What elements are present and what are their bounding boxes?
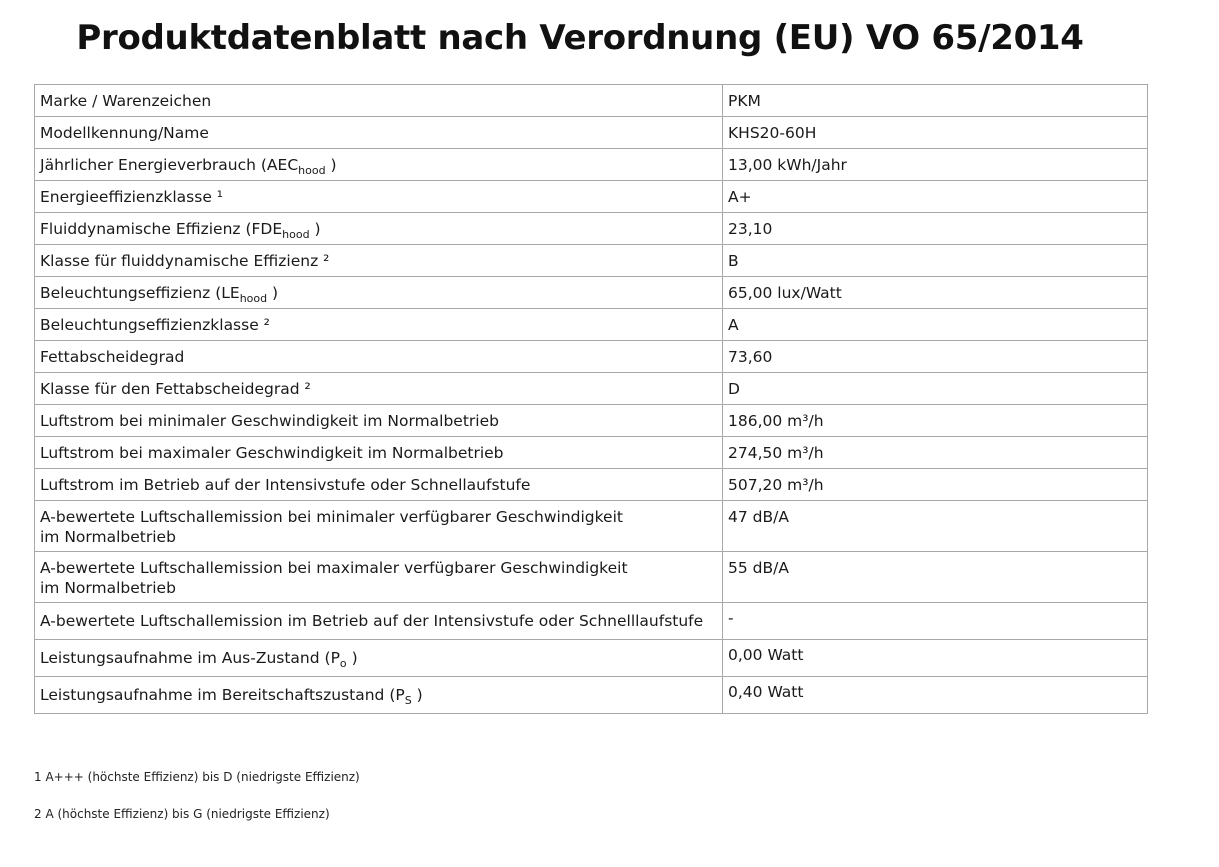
row-value-energy-class: A+: [723, 181, 1148, 213]
table-row: [35, 603, 1148, 640]
table-row: [35, 277, 1148, 309]
row-value-airflow-max: 274,50 m³/h: [723, 437, 1148, 469]
row-label-fde: [35, 213, 723, 245]
footnote-2: 2 A (höchste Effizienz) bis G (niedrigste Effizienz): [34, 807, 330, 821]
table-row: [35, 213, 1148, 245]
page-title: Produktdatenblatt nach Verordnung (EU) VO 65/2014: [76, 18, 1084, 58]
label-tail: ): [411, 686, 423, 704]
label-subscript: o: [339, 657, 347, 670]
label-tail: ): [346, 649, 358, 667]
table-row: [35, 677, 1148, 714]
table-row: [35, 373, 1148, 405]
row-value-fde: 23,10: [723, 213, 1148, 245]
table-row: [35, 181, 1148, 213]
row-value-noise-intensive: -: [723, 603, 1148, 640]
table-row: [35, 117, 1148, 149]
footnote-1: 1 A+++ (höchste Effizienz) bis D (niedrigste Effizienz): [34, 770, 360, 784]
row-label-energy-class: Energieeffizienzklasse ¹: [35, 181, 723, 213]
label-subscript: hood: [282, 227, 310, 241]
row-label-fde-class: Klasse für fluiddynamische Effizienz ²: [35, 245, 723, 277]
label-tail: ): [325, 155, 337, 174]
row-value-noise-min: 47 dB/A: [723, 501, 1148, 552]
table-row: [35, 341, 1148, 373]
row-label-noise-max: [35, 552, 723, 603]
label-line-1: A-bewertete Luftschallemission bei minimaler verfügbarer Geschwindigkeit: [40, 508, 623, 526]
table-row: [35, 405, 1148, 437]
table-row: [35, 149, 1148, 181]
row-value-brand: PKM: [723, 85, 1148, 117]
row-label-airflow-min: Luftstrom bei minimaler Geschwindigkeit im Normalbetrieb: [35, 405, 723, 437]
label-subscript: S: [404, 694, 412, 707]
label-subscript: hood: [298, 163, 326, 177]
row-value-noise-max: 55 dB/A: [723, 552, 1148, 603]
label-text: Fluiddynamische Effizienz (FDE: [40, 219, 283, 238]
row-label-model: Modellkennung/Name: [35, 117, 723, 149]
row-label-airflow-intensive: Luftstrom im Betrieb auf der Intensivstufe oder Schnellaufstufe: [35, 469, 723, 501]
row-value-aec: 13,00 kWh/Jahr: [723, 149, 1148, 181]
row-label-grease-class: Klasse für den Fettabscheidegrad ²: [35, 373, 723, 405]
label-text: Leistungsaufnahme im Bereitschaftszustand (P: [40, 686, 405, 704]
row-value-grease-class: D: [723, 373, 1148, 405]
row-value-grease: 73,60: [723, 341, 1148, 373]
row-value-power-standby: 0,40 Watt: [723, 677, 1148, 714]
table-row: [35, 501, 1148, 552]
row-label-grease: Fettabscheidegrad: [35, 341, 723, 373]
label-tail: ): [267, 283, 279, 302]
table-row: [35, 469, 1148, 501]
row-label-noise-intensive: A-bewertete Luftschallemission im Betrieb auf der Intensivstufe oder Schnelllaufstufe: [35, 603, 723, 640]
label-subscript: hood: [239, 291, 268, 305]
row-value-power-off: 0,00 Watt: [723, 640, 1148, 677]
label-line-2: im Normalbetrieb: [40, 579, 176, 597]
row-label-le: [35, 277, 723, 309]
label-line-2: im Normalbetrieb: [40, 528, 176, 546]
table-row: [35, 309, 1148, 341]
row-value-airflow-intensive: 507,20 m³/h: [723, 469, 1148, 501]
table-row: [35, 552, 1148, 603]
row-value-le-class: A: [723, 309, 1148, 341]
row-label-le-class: Beleuchtungseffizienzklasse ²: [35, 309, 723, 341]
label-text: Beleuchtungseffizienz (LE: [40, 283, 240, 302]
table-row: [35, 85, 1148, 117]
label-text: Jährlicher Energieverbrauch (AEC: [40, 155, 299, 174]
table-row: [35, 437, 1148, 469]
label-line-1: A-bewertete Luftschallemission bei maximaler verfügbarer Geschwindigkeit: [40, 559, 628, 577]
label-tail: ): [309, 219, 321, 238]
row-value-airflow-min: 186,00 m³/h: [723, 405, 1148, 437]
row-label-airflow-max: Luftstrom bei maximaler Geschwindigkeit im Normalbetrieb: [35, 437, 723, 469]
row-label-noise-min: [35, 501, 723, 552]
table-row: [35, 640, 1148, 677]
label-text: Leistungsaufnahme im Aus-Zustand (P: [40, 649, 340, 667]
product-data-table: [34, 84, 1148, 714]
row-value-le: 65,00 lux/Watt: [723, 277, 1148, 309]
row-value-model: KHS20-60H: [723, 117, 1148, 149]
row-label-aec: [35, 149, 723, 181]
row-value-fde-class: B: [723, 245, 1148, 277]
row-label-brand: Marke / Warenzeichen: [35, 85, 723, 117]
row-label-power-off: [35, 640, 723, 677]
table-row: [35, 245, 1148, 277]
row-label-power-standby: [35, 677, 723, 714]
